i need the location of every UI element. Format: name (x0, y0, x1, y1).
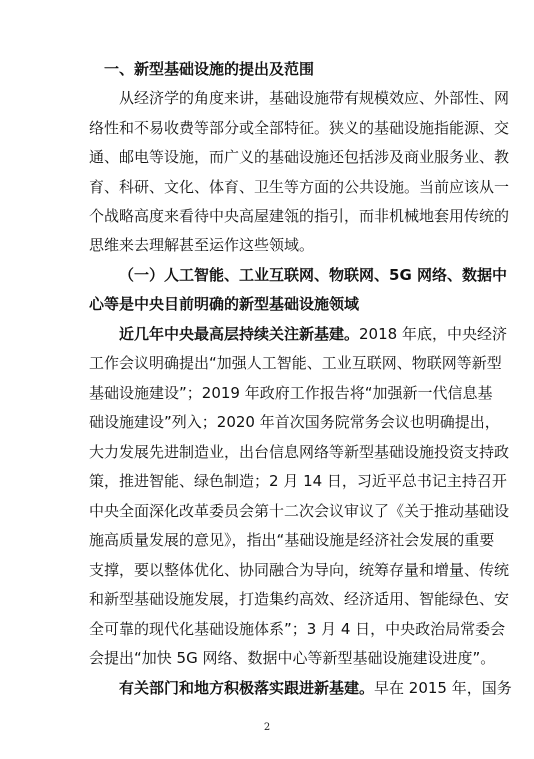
paragraph-text: 早在 2015 年，国务 (374, 679, 512, 697)
subheading-line: 心等是中央目前明确的新型基础设施领域 (89, 295, 360, 313)
section-heading: 一、新型基础设施的提出及范围 (104, 60, 315, 78)
paragraph-line: 络性和不易收费等部分或全部特征。狭义的基础设施指能源、交 (89, 119, 510, 137)
paragraph-line: 和新型基础设施发展，打造集约高效、经济适用、智能绿色、安 (89, 590, 510, 608)
paragraph-line: 个战略高度来看待中央高屋建瓴的指引，而非机械地套用传统的 (89, 207, 510, 225)
paragraph-line: 大力发展先进制造业，出台信息网络等新型基础设施投资支持政 (89, 443, 510, 461)
paragraph-line: 基础设施建设”；2019 年政府工作报告将“加强新一代信息基 (89, 384, 493, 402)
paragraph-line: 策，推进智能、绿色制造；2 月 14 日，习近平总书记主持召开 (89, 472, 507, 490)
page-number: 2 (263, 722, 271, 733)
lead-sentence: 近几年中央最高层持续关注新基建。 (119, 325, 360, 343)
paragraph-line (119, 674, 512, 702)
subheading-line: （一）人工智能、工业互联网、物联网、5G 网络、数据中 (119, 266, 507, 284)
paragraph-text: 2018 年底，中央经济 (359, 325, 507, 343)
paragraph-line: 从经济学的角度来讲，基础设施带有规模效应、外部性、网 (119, 89, 510, 107)
lead-sentence: 有关部门和地方积极落实跟进新基建。 (119, 679, 375, 697)
paragraph-line: 础设施建设”列入；2020 年首次国务院常务会议也明确提出， (89, 413, 500, 431)
paragraph-line (119, 320, 507, 348)
paragraph-line: 支撑，要以整体优化、协同融合为导向，统筹存量和增量、传统 (89, 561, 510, 579)
paragraph-line: 施高质量发展的意见》，指出“基础设施是经济社会发展的重要 (89, 531, 495, 549)
paragraph-line: 工作会议明确提出“加强人工智能、工业互联网、物联网等新型 (89, 354, 502, 372)
paragraph-line: 通、邮电等设施，而广义的基础设施还包括涉及商业服务业、教 (89, 148, 510, 166)
paragraph-line: 中央全面深化改革委员会第十二次会议审议了《关于推动基础设 (89, 502, 510, 520)
paragraph-line: 会提出“加快 5G 网络、数据中心等新型基础设施建设进度”。 (89, 649, 496, 667)
paragraph-line: 全可靠的现代化基础设施体系”；3 月 4 日，中央政治局常委会 (89, 620, 506, 638)
paragraph-line: 育、科研、文化、体育、卫生等方面的公共设施。当前应该从一 (89, 178, 510, 196)
paragraph-line: 思维来去理解甚至运作这些领域。 (89, 236, 315, 254)
